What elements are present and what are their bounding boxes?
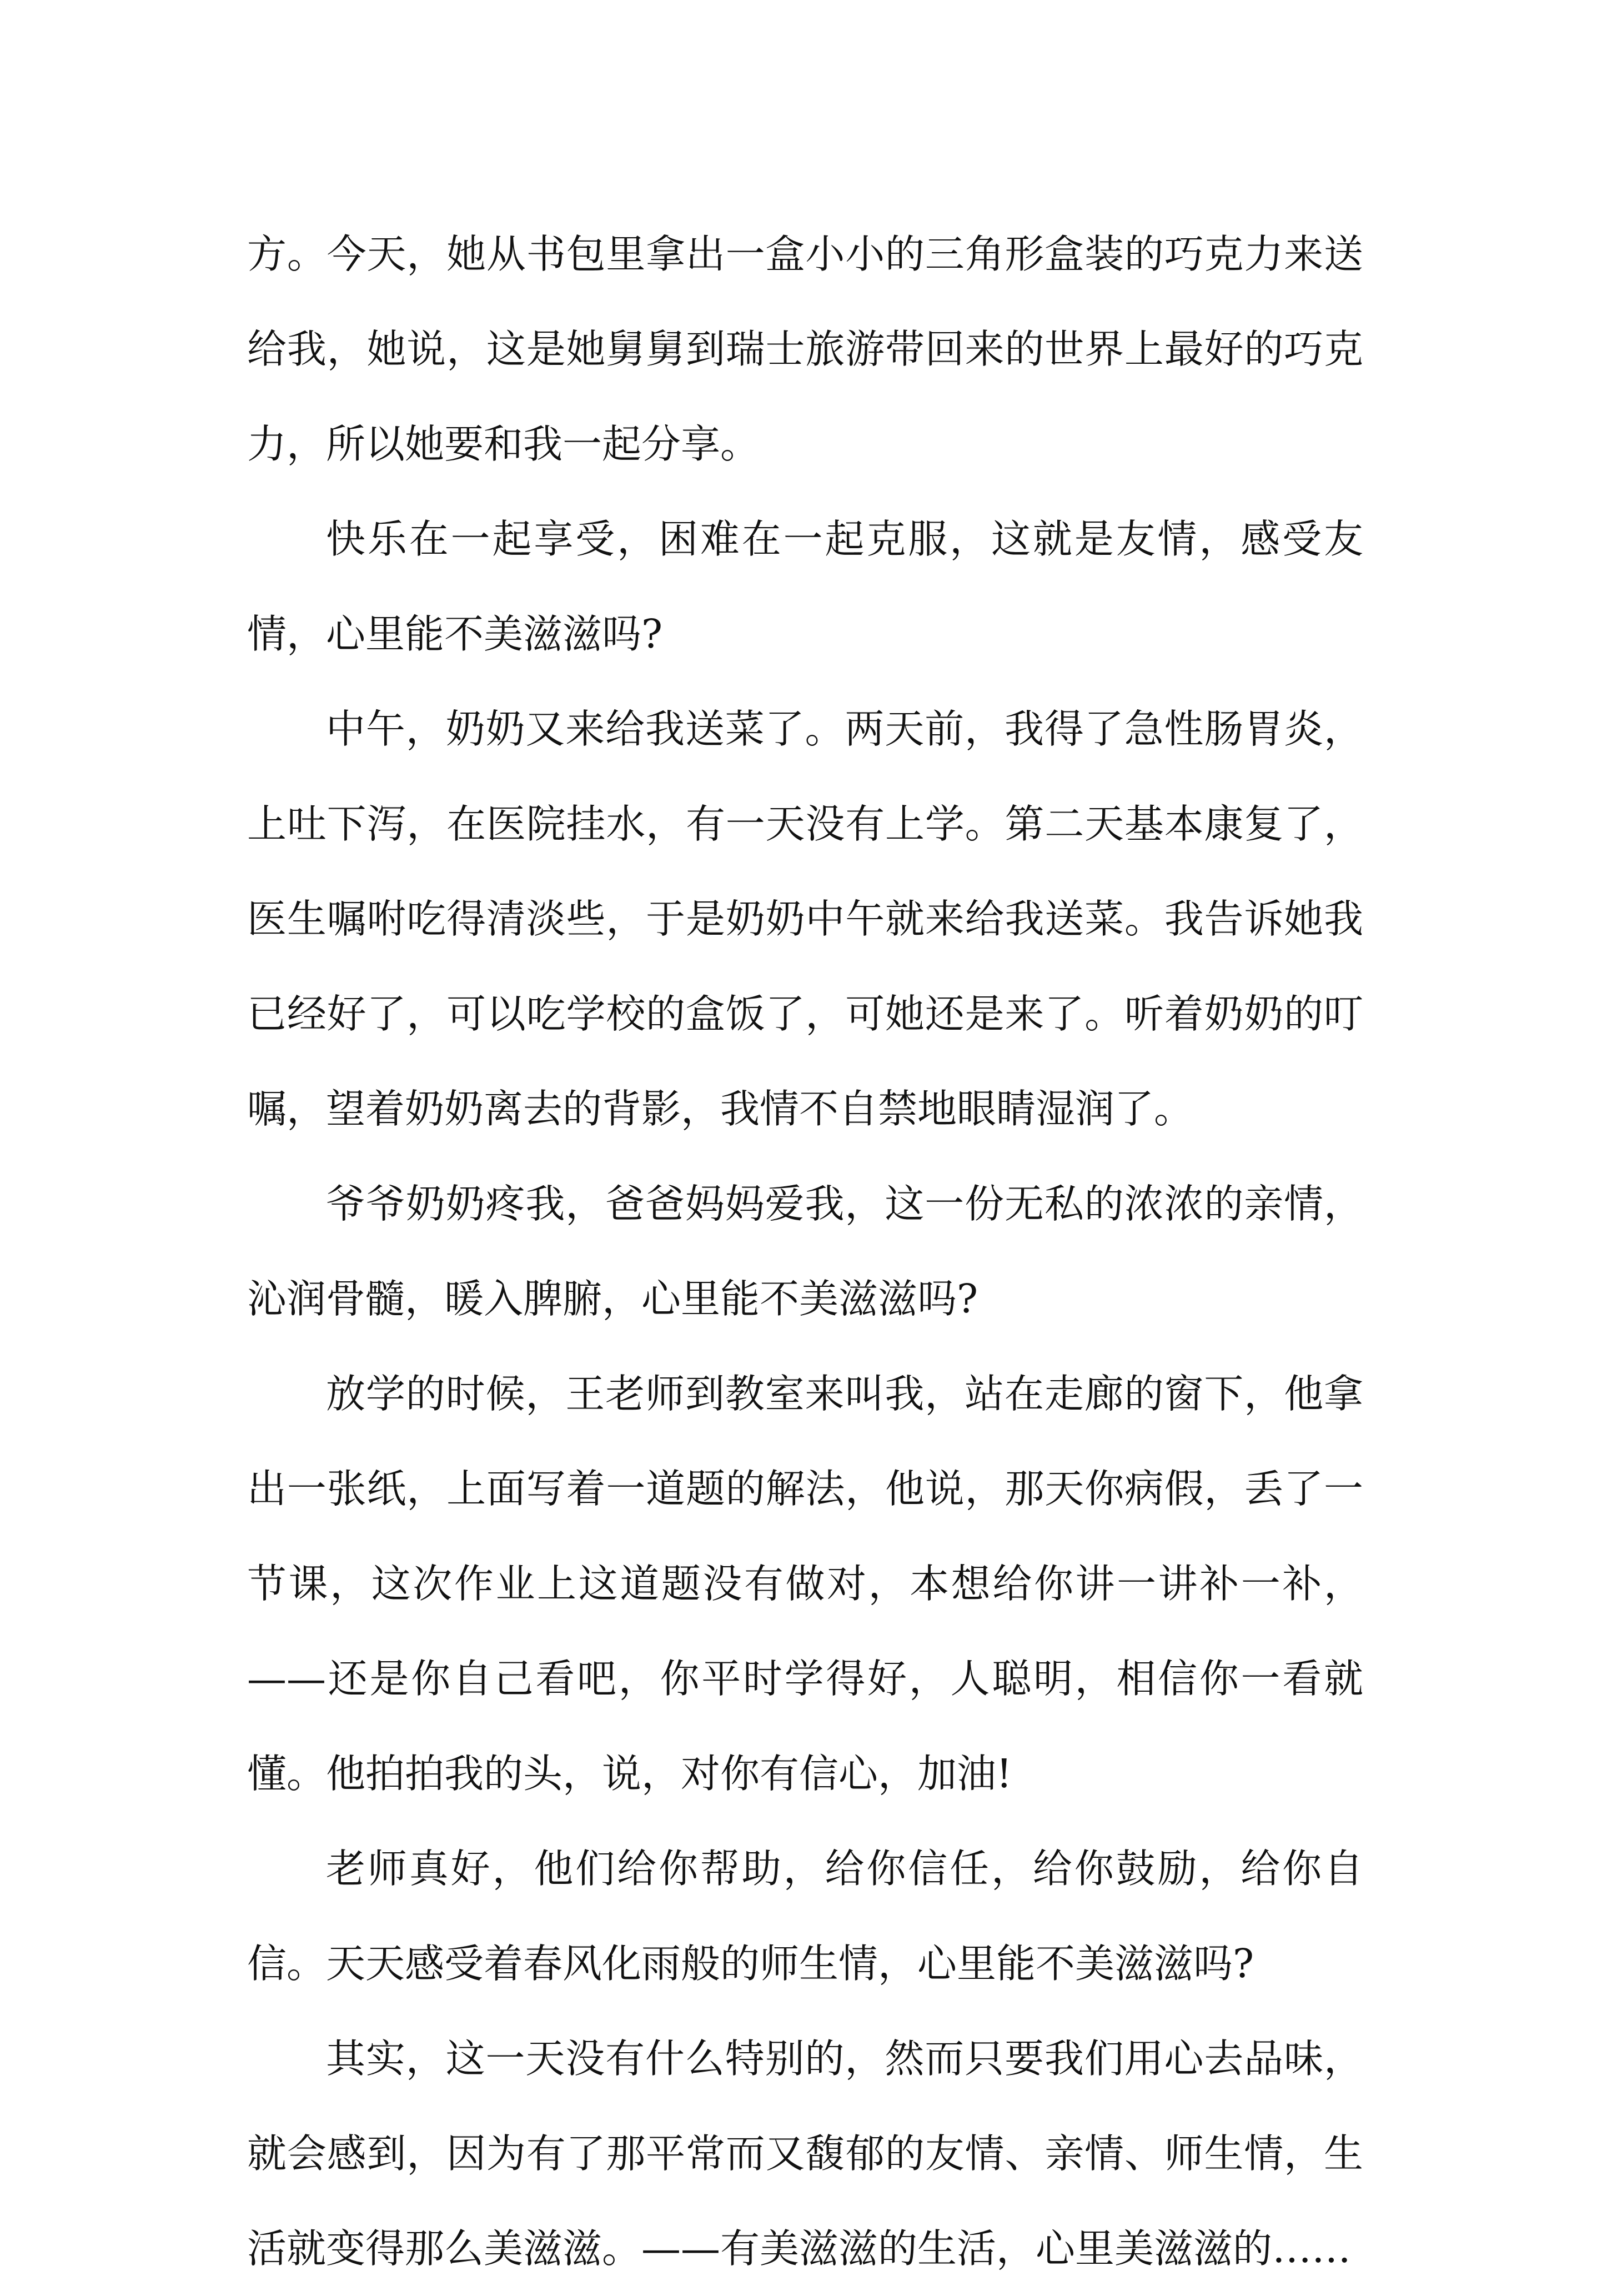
paragraph: 老师真好，他们给你帮助，给你信任，给你鼓励，给你自信。天天感受着春风化雨般的师生情，心里能不美滋滋吗?	[247, 1846, 1363, 1987]
paragraph: 放学的时候，王老师到教室来叫我，站在走廊的窗下，他拿出一张纸，上面写着一道题的解法，他说，那天你病假，丢了一节课，这次作业上这道题没有做对，本想给你讲一讲补一补，——还是你自己看吧，你平时学得好，人聪明，相信你一看就懂。他拍拍我的头，说，对你有信心，加油!	[247, 1371, 1363, 1797]
paragraph-continuation: 方。今天，她从书包里拿出一盒小小的三角形盒装的巧克力来送给我，她说，这是她舅舅到瑞士旅游带回来的世界上最好的巧克力，所以她要和我一起分享。	[247, 231, 1363, 467]
paragraph: 爷爷奶奶疼我，爸爸妈妈爱我，这一份无私的浓浓的亲情，沁润骨髓，暖入脾腑，心里能不美滋滋吗?	[247, 1181, 1363, 1322]
paragraph: 其实，这一天没有什么特别的，然而只要我们用心去品味，就会感到，因为有了那平常而又馥郁的友情、亲情、师生情，生活就变得那么美滋滋。——有美滋滋的生活，心里美滋滋的……	[247, 2036, 1363, 2272]
paragraph: 中午，奶奶又来给我送菜了。两天前，我得了急性肠胃炎，上吐下泻，在医院挂水，有一天没有上学。第二天基本康复了，医生嘱咐吃得清淡些，于是奶奶中午就来给我送菜。我告诉她我已经好了，可以吃学校的盒饭了，可她还是来了。听着奶奶的叮嘱，望着奶奶离去的背影，我情不自禁地眼睛湿润了。	[247, 706, 1363, 1132]
paragraph: 快乐在一起享受，困难在一起克服，这就是友情，感受友情，心里能不美滋滋吗?	[247, 516, 1363, 657]
document-body	[247, 207, 1363, 2296]
